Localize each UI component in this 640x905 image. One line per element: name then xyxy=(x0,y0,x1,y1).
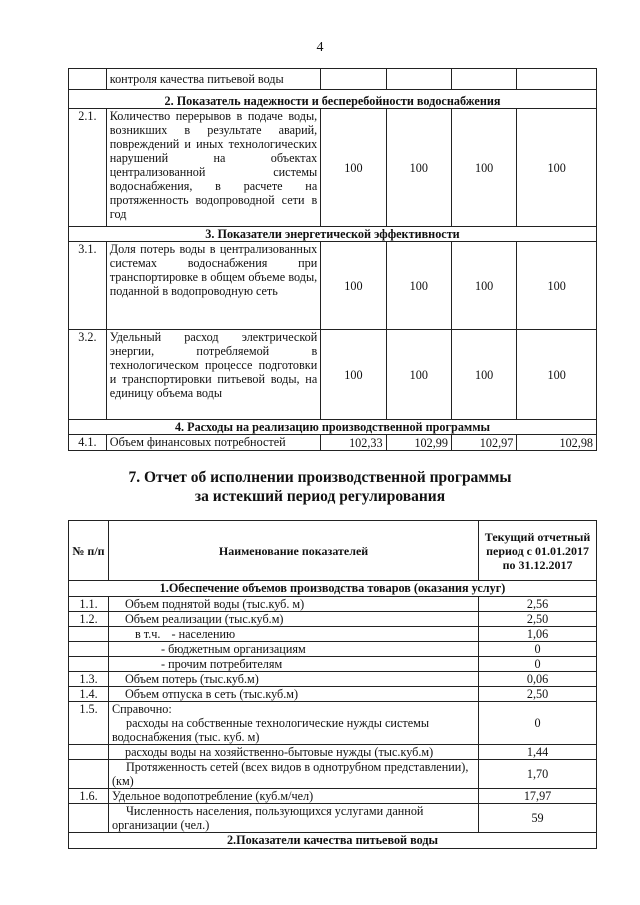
row-name: - бюджетным организациям xyxy=(108,642,478,657)
value-cell: 2,56 xyxy=(479,597,597,612)
section-title: 2.Показатели качества питьевой воды xyxy=(69,833,597,849)
value-cell: 0 xyxy=(479,657,597,672)
row-number: 1.5. xyxy=(69,702,109,745)
row-name: Объем потерь (тыс.куб.м) xyxy=(108,672,478,687)
table-row xyxy=(69,242,597,330)
report-table xyxy=(68,520,597,849)
table-row xyxy=(69,760,597,789)
row-number: 2.1. xyxy=(69,109,107,227)
value-cell: 100 xyxy=(451,330,516,420)
table-row xyxy=(69,702,597,745)
row-name: Справочно: расходы на собственные технологические нужды системы водоснабжения (тыс. куб. м) xyxy=(108,702,478,745)
header-name: Наименование показателей xyxy=(108,521,478,581)
section-row xyxy=(69,90,597,109)
section-heading xyxy=(0,468,640,506)
row-name: Объем поднятой воды (тыс.куб. м) xyxy=(108,597,478,612)
row-name: Количество перерывов в подаче воды, возникших в результате аварий, повреждений и иных технологических нарушений на объектах централизованной системы водоснабжения, в расчете на протяженность водопроводной сети в год xyxy=(106,109,320,227)
row-number: 1.2. xyxy=(69,612,109,627)
row-label: Справочно: xyxy=(111,702,172,716)
value-cell: 102,99 xyxy=(386,435,451,451)
section-row xyxy=(69,833,597,849)
table-row xyxy=(69,789,597,804)
table-row xyxy=(69,597,597,612)
value-cell: 100 xyxy=(451,109,516,227)
row-name: Объем отпуска в сеть (тыс.куб.м) xyxy=(108,687,478,702)
row-name: контроля качества питьевой воды xyxy=(106,69,320,90)
table-row xyxy=(69,612,597,627)
row-prefix: в т.ч. xyxy=(134,627,161,641)
row-number: 1.6. xyxy=(69,789,109,804)
table-row xyxy=(69,642,597,657)
value-cell: 1,70 xyxy=(479,760,597,789)
indicators-table xyxy=(68,68,597,451)
value-cell: 100 xyxy=(321,109,386,227)
value-cell: 1,06 xyxy=(479,627,597,642)
value-cell: 102,98 xyxy=(517,435,597,451)
header-number: № п/п xyxy=(69,521,109,581)
heading-line-2: за истекший период регулирования xyxy=(194,488,446,505)
row-number: 3.1. xyxy=(69,242,107,330)
row-number: 1.4. xyxy=(69,687,109,702)
value-cell: 100 xyxy=(517,242,597,330)
row-name: Протяженность сетей (всех видов в однотрубном представлении), (км) xyxy=(108,760,478,789)
table-row xyxy=(69,745,597,760)
row-name: Удельный расход электрической энергии, потребляемой в технологическом процессе подготовки и транспортировки питьевой воды, на единицу объема воды xyxy=(106,330,320,420)
value-cell: 0 xyxy=(479,642,597,657)
row-number: 3.2. xyxy=(69,330,107,420)
row-number: 1.3. xyxy=(69,672,109,687)
heading-line-1: 7. Отчет об исполнении производственной программы xyxy=(128,469,512,486)
value-cell: 0,06 xyxy=(479,672,597,687)
table-row xyxy=(69,804,597,833)
section-row xyxy=(69,581,597,597)
section-title: 3. Показатели энергетической эффективности xyxy=(69,227,597,242)
value-cell: 100 xyxy=(321,330,386,420)
value-cell: 100 xyxy=(386,242,451,330)
row-name: расходы воды на хозяйственно-бытовые нужды (тыс.куб.м) xyxy=(108,745,478,760)
value-cell: 102,33 xyxy=(321,435,386,451)
row-name: Удельное водопотребление (куб.м/чел) xyxy=(108,789,478,804)
row-name: Доля потерь воды в централизованных системах водоснабжения при транспортировке в общем объеме воды, поданной в водопроводную сеть xyxy=(106,242,320,330)
value-cell: 100 xyxy=(386,109,451,227)
value-cell: 0 xyxy=(479,702,597,745)
section-title: 1.Обеспечение объемов производства товаров (оказания услуг) xyxy=(69,581,597,597)
table-row xyxy=(69,657,597,672)
value-cell: 100 xyxy=(386,330,451,420)
table-row xyxy=(69,687,597,702)
row-number: 1.1. xyxy=(69,597,109,612)
value-cell: 2,50 xyxy=(479,612,597,627)
section-title: 4. Расходы на реализацию производственной программы xyxy=(69,420,597,435)
table-row xyxy=(69,672,597,687)
table-row xyxy=(69,330,597,420)
value-cell: 102,97 xyxy=(451,435,516,451)
header-row xyxy=(69,521,597,581)
table-row xyxy=(69,109,597,227)
value-cell: 100 xyxy=(451,242,516,330)
row-name: в т.ч. - населению xyxy=(108,627,478,642)
value-cell: 1,44 xyxy=(479,745,597,760)
value-cell: 100 xyxy=(517,330,597,420)
value-cell: 100 xyxy=(321,242,386,330)
row-name: Объем реализации (тыс.куб.м) xyxy=(108,612,478,627)
table-row xyxy=(69,435,597,451)
value-cell: 2,50 xyxy=(479,687,597,702)
header-period: Текущий отчетный период с 01.01.2017 по 31.12.2017 xyxy=(479,521,597,581)
value-cell: 100 xyxy=(517,109,597,227)
value-cell: 17,97 xyxy=(479,789,597,804)
row-name: Численность населения, пользующихся услугами данной организации (чел.) xyxy=(108,804,478,833)
section-title: 2. Показатель надежности и бесперебойности водоснабжения xyxy=(69,90,597,109)
row-name: - прочим потребителям xyxy=(108,657,478,672)
row-name: Объем финансовых потребностей xyxy=(106,435,320,451)
section-row xyxy=(69,227,597,242)
section-row xyxy=(69,420,597,435)
page-number: 4 xyxy=(316,40,324,55)
value-cell: 59 xyxy=(479,804,597,833)
table-row xyxy=(69,627,597,642)
table-row xyxy=(69,69,597,90)
row-number: 4.1. xyxy=(69,435,107,451)
